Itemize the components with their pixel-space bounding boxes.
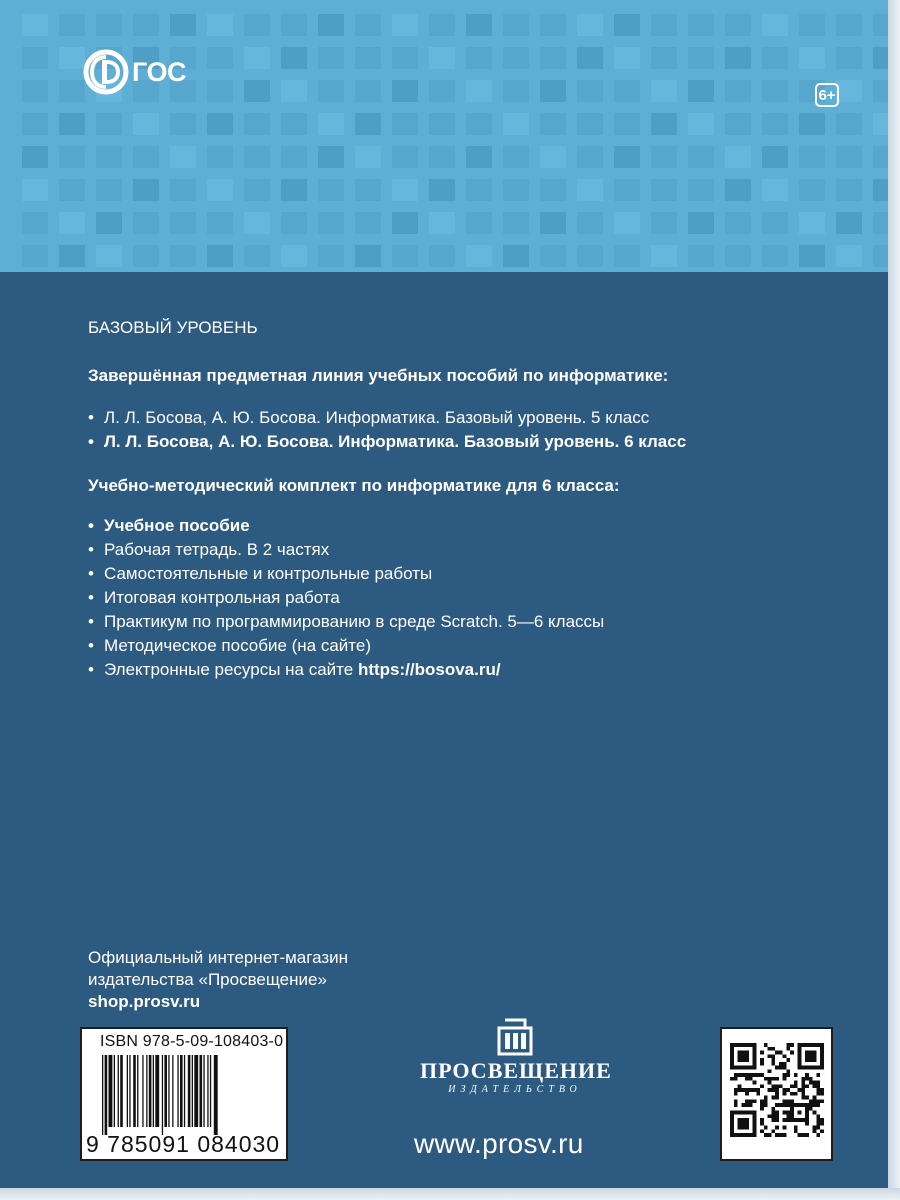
pattern-square xyxy=(244,179,270,201)
kit-item: • Самостоятельные и контрольные работы xyxy=(88,564,433,583)
pattern-square xyxy=(688,14,714,36)
kit-item-text: Методическое пособие (на сайте) xyxy=(104,636,372,655)
pattern-square xyxy=(725,14,751,36)
pattern-square xyxy=(725,179,751,201)
pattern-square xyxy=(392,14,418,36)
pattern-square xyxy=(836,245,862,267)
pattern-square xyxy=(799,245,825,267)
pattern-square xyxy=(836,14,862,36)
pattern-square xyxy=(873,14,888,36)
pattern-square xyxy=(133,179,159,201)
kit-item: • Методическое пособие (на сайте) xyxy=(88,636,372,655)
pattern-square xyxy=(688,80,714,102)
pattern-square xyxy=(651,113,677,135)
pattern-square xyxy=(318,146,344,168)
pattern-square xyxy=(133,245,159,267)
pattern-square xyxy=(651,146,677,168)
pattern-square xyxy=(429,47,455,69)
pattern-square xyxy=(503,47,529,69)
pattern-square xyxy=(355,80,381,102)
pattern-square xyxy=(22,146,48,168)
pattern-square xyxy=(22,47,48,69)
pattern-square xyxy=(799,14,825,36)
kit-item: • Учебное пособие xyxy=(88,516,250,535)
pattern-square xyxy=(762,113,788,135)
pattern-square xyxy=(577,80,603,102)
pattern-square xyxy=(59,113,85,135)
pattern-square xyxy=(59,212,85,234)
pattern-square xyxy=(836,179,862,201)
pattern-square xyxy=(281,14,307,36)
pattern-square xyxy=(429,212,455,234)
pattern-square xyxy=(318,47,344,69)
pattern-square xyxy=(503,179,529,201)
pattern-square xyxy=(429,245,455,267)
pattern-square xyxy=(614,146,640,168)
pattern-square xyxy=(651,212,677,234)
pattern-square xyxy=(614,47,640,69)
pattern-square xyxy=(96,14,122,36)
pattern-square xyxy=(22,245,48,267)
pattern-square xyxy=(836,146,862,168)
shop-line-2: издательства «Просвещение» xyxy=(88,970,327,989)
series-item-text: Л. Л. Босова, А. Ю. Босова. Информатика. Базовый уровень. 5 класс xyxy=(104,408,650,427)
pattern-square xyxy=(466,245,492,267)
pattern-square xyxy=(688,212,714,234)
pattern-square xyxy=(318,212,344,234)
pattern-square xyxy=(762,245,788,267)
fgos-logo xyxy=(82,44,186,100)
isbn-barcode-box xyxy=(80,1027,288,1161)
pattern-square xyxy=(318,179,344,201)
publisher-name: ПРОСВЕЩЕНИЕ xyxy=(420,1058,612,1083)
pattern-square xyxy=(318,80,344,102)
pattern-square xyxy=(799,47,825,69)
pattern-square xyxy=(355,14,381,36)
isbn-text: ISBN 978-5-09-108403-0 xyxy=(100,1033,284,1050)
resources-prefix: Электронные ресурсы на сайте xyxy=(104,660,358,679)
kit-item-text: Итоговая контрольная работа xyxy=(104,588,340,607)
pattern-square xyxy=(688,146,714,168)
kit-list xyxy=(88,514,604,682)
pattern-square xyxy=(836,80,862,102)
pattern-square xyxy=(281,80,307,102)
pattern-square xyxy=(170,146,196,168)
pattern-square xyxy=(577,113,603,135)
pattern-square xyxy=(762,146,788,168)
pattern-square xyxy=(836,47,862,69)
qr-code-icon[interactable] xyxy=(730,1043,824,1137)
pattern-square xyxy=(207,14,233,36)
pattern-square xyxy=(207,47,233,69)
pattern-square xyxy=(651,47,677,69)
pattern-square xyxy=(799,212,825,234)
pattern-square xyxy=(614,80,640,102)
pattern-square xyxy=(614,179,640,201)
kit-item-text: Рабочая тетрадь. В 2 частях xyxy=(104,540,330,559)
kit-item-text: Самостоятельные и контрольные работы xyxy=(104,564,433,583)
pattern-square xyxy=(244,245,270,267)
barcode-number: 9 785091 084030 xyxy=(86,1131,281,1157)
pattern-square xyxy=(799,113,825,135)
pattern-square xyxy=(577,212,603,234)
pattern-square xyxy=(651,80,677,102)
pattern-square xyxy=(540,245,566,267)
pattern-square xyxy=(281,212,307,234)
pattern-square xyxy=(59,14,85,36)
barcode-image xyxy=(100,1055,278,1135)
pattern-square xyxy=(651,179,677,201)
pattern-square xyxy=(96,146,122,168)
pattern-square xyxy=(651,245,677,267)
pattern-square xyxy=(725,47,751,69)
pattern-square xyxy=(540,146,566,168)
pattern-square xyxy=(503,146,529,168)
pattern-square xyxy=(392,245,418,267)
pattern-square xyxy=(96,245,122,267)
pattern-square xyxy=(59,146,85,168)
pattern-square xyxy=(318,113,344,135)
pattern-square xyxy=(577,179,603,201)
pattern-square xyxy=(873,212,888,234)
pattern-square xyxy=(133,14,159,36)
pattern-square xyxy=(688,245,714,267)
page-edge-right xyxy=(888,0,900,1200)
pattern-square xyxy=(355,212,381,234)
pattern-square xyxy=(503,14,529,36)
pattern-square xyxy=(22,212,48,234)
pattern-square xyxy=(725,212,751,234)
pattern-square xyxy=(466,113,492,135)
shop-line-1: Официальный интернет-магазин xyxy=(88,948,349,967)
pattern-square xyxy=(207,212,233,234)
pattern-square xyxy=(651,14,677,36)
pattern-square xyxy=(762,212,788,234)
pattern-square xyxy=(22,14,48,36)
kit-item: • Рабочая тетрадь. В 2 частях xyxy=(88,540,330,559)
pattern-square xyxy=(355,113,381,135)
pattern-square xyxy=(392,113,418,135)
pattern-square xyxy=(207,113,233,135)
pattern-square xyxy=(318,245,344,267)
pattern-square xyxy=(281,245,307,267)
pattern-square xyxy=(725,113,751,135)
pattern-square xyxy=(688,47,714,69)
series-list xyxy=(88,406,686,454)
pattern-square xyxy=(355,245,381,267)
pattern-square xyxy=(429,113,455,135)
kit-item: • Электронные ресурсы на сайте https://bosova.ru/ xyxy=(88,660,501,679)
series-item: • Л. Л. Босова, А. Ю. Босова. Информатика. Базовый уровень. 6 класс xyxy=(88,432,687,451)
pattern-square xyxy=(540,113,566,135)
pattern-square xyxy=(577,47,603,69)
pattern-square xyxy=(355,146,381,168)
pattern-square xyxy=(392,80,418,102)
pattern-square xyxy=(429,179,455,201)
pattern-square xyxy=(429,14,455,36)
publisher-subtitle: ИЗДАТЕЛЬСТВО xyxy=(448,1084,582,1095)
pattern-square xyxy=(873,47,888,69)
pattern-square xyxy=(170,212,196,234)
pattern-square xyxy=(59,179,85,201)
pattern-square xyxy=(762,14,788,36)
pattern-square xyxy=(836,113,862,135)
pattern-square xyxy=(614,14,640,36)
pattern-square xyxy=(577,14,603,36)
pattern-square xyxy=(725,245,751,267)
pattern-square xyxy=(96,179,122,201)
pattern-square xyxy=(614,245,640,267)
shop-url[interactable]: shop.prosv.ru xyxy=(88,992,201,1011)
pattern-square xyxy=(207,80,233,102)
pattern-square xyxy=(540,47,566,69)
pattern-square xyxy=(96,113,122,135)
pattern-square xyxy=(244,146,270,168)
age-rating-badge: 6+ xyxy=(815,83,839,107)
pattern-square xyxy=(540,179,566,201)
pattern-square xyxy=(836,212,862,234)
resources-link[interactable]: https://bosova.ru/ xyxy=(357,660,501,679)
fgos-icon xyxy=(82,48,130,96)
pattern-square xyxy=(799,179,825,201)
pattern-square xyxy=(614,113,640,135)
pattern-square xyxy=(281,47,307,69)
kit-item-text: Практикум по программированию в среде Scratch. 5—6 классы xyxy=(104,612,605,631)
pattern-square xyxy=(392,212,418,234)
series-item-text: Л. Л. Босова, А. Ю. Босова. Информатика. Базовый уровень. 6 класс xyxy=(104,432,687,451)
pattern-square xyxy=(355,179,381,201)
pattern-square xyxy=(170,113,196,135)
kit-item: • Практикум по программированию в среде Scratch. 5—6 классы xyxy=(88,612,605,631)
pattern-square xyxy=(318,14,344,36)
pattern-square xyxy=(466,80,492,102)
pattern-square xyxy=(96,212,122,234)
pattern-square xyxy=(503,80,529,102)
pattern-square xyxy=(133,146,159,168)
pattern-square xyxy=(503,212,529,234)
pattern-square xyxy=(762,80,788,102)
fgos-logo-text: ГОС xyxy=(132,56,186,87)
pattern-square xyxy=(392,146,418,168)
pattern-square xyxy=(355,47,381,69)
kit-heading: Учебно-методический комплект по информатике для 6 класса: xyxy=(88,476,620,495)
pattern-square xyxy=(614,212,640,234)
pattern-square xyxy=(207,146,233,168)
pattern-square xyxy=(59,245,85,267)
kit-item: • Итоговая контрольная работа xyxy=(88,588,340,607)
pattern-square xyxy=(873,80,888,102)
pattern-square xyxy=(281,146,307,168)
pattern-square xyxy=(466,212,492,234)
pattern-square xyxy=(873,245,888,267)
pattern-square xyxy=(540,14,566,36)
pattern-square xyxy=(170,245,196,267)
pattern-square xyxy=(725,146,751,168)
pattern-square xyxy=(466,179,492,201)
pattern-square xyxy=(503,113,529,135)
pattern-square xyxy=(281,179,307,201)
pattern-square xyxy=(429,146,455,168)
pattern-square xyxy=(873,179,888,201)
pattern-square xyxy=(22,179,48,201)
pattern-square xyxy=(577,146,603,168)
pattern-square xyxy=(244,212,270,234)
pattern-square xyxy=(244,14,270,36)
pattern-square xyxy=(133,212,159,234)
pattern-square xyxy=(873,146,888,168)
series-item: • Л. Л. Босова, А. Ю. Босова. Информатика. Базовый уровень. 5 класс xyxy=(88,408,650,427)
pattern-square xyxy=(170,14,196,36)
pattern-square xyxy=(762,47,788,69)
pattern-square xyxy=(207,179,233,201)
pattern-square xyxy=(244,80,270,102)
pattern-square xyxy=(688,113,714,135)
pattern-square xyxy=(466,146,492,168)
pattern-square xyxy=(244,47,270,69)
pattern-square xyxy=(762,179,788,201)
pattern-square xyxy=(466,47,492,69)
pattern-square xyxy=(688,179,714,201)
publisher-emblem-icon xyxy=(495,1018,535,1058)
pattern-square xyxy=(873,113,888,135)
qr-code-box xyxy=(720,1027,833,1161)
publisher-url[interactable]: www.prosv.ru xyxy=(414,1128,584,1159)
pattern-square xyxy=(133,113,159,135)
page-edge-bottom xyxy=(0,1188,900,1200)
pattern-square xyxy=(281,113,307,135)
pattern-square xyxy=(466,14,492,36)
pattern-square xyxy=(540,212,566,234)
pattern-square xyxy=(392,47,418,69)
pattern-square xyxy=(207,245,233,267)
level-label: БАЗОВЫЙ УРОВЕНЬ xyxy=(88,318,258,337)
pattern-square xyxy=(503,245,529,267)
pattern-square xyxy=(725,80,751,102)
pattern-square xyxy=(22,113,48,135)
square-pattern xyxy=(0,0,888,272)
pattern-square xyxy=(540,80,566,102)
pattern-square xyxy=(429,80,455,102)
top-pattern-band xyxy=(0,0,888,272)
pattern-square xyxy=(392,179,418,201)
pattern-square xyxy=(170,179,196,201)
pattern-square xyxy=(577,245,603,267)
pattern-square xyxy=(244,113,270,135)
pattern-square xyxy=(799,146,825,168)
kit-item-text: Учебное пособие xyxy=(104,516,250,535)
pattern-square xyxy=(22,80,48,102)
series-heading: Завершённая предметная линия учебных пособий по информатике: xyxy=(88,366,669,385)
